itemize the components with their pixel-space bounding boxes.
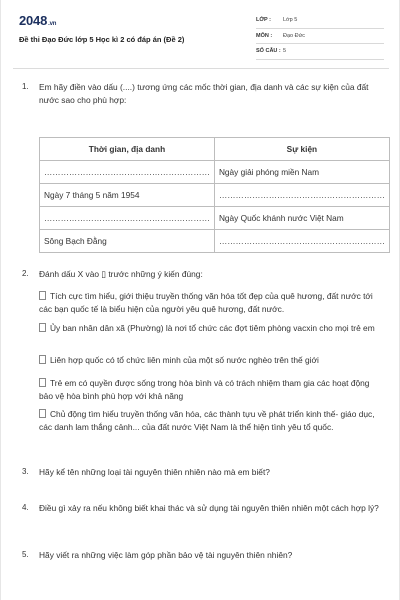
table-cell: Ngày Quốc khánh nước Việt Nam	[214, 207, 389, 230]
table-row	[40, 230, 390, 253]
meta-label: SỐ CÂU :	[256, 48, 281, 55]
checkbox-icon[interactable]	[39, 378, 46, 387]
question-number: 1.	[22, 82, 29, 91]
option-text: Tích cực tìm hiểu, giới thiệu truyền thống văn hóa tốt đẹp của quê hương, đất nước tới các bạn quốc tế là biểu hiện của người yêu quê hương, đất nước.	[39, 291, 373, 314]
checkbox-icon[interactable]	[39, 409, 46, 418]
table-header-row	[40, 138, 390, 161]
document-title: Đề thi Đạo Đức lớp 5 Học kì 2 có đáp án (Đề 2)	[19, 35, 185, 44]
option-text: Trẻ em có quyền được sống trong hòa bình và có trách nhiệm tham gia các hoạt động bảo vệ hòa bình phù hợp với khả năng	[39, 378, 370, 401]
logo-text: 2048	[19, 13, 48, 28]
answer-option-2	[39, 322, 377, 335]
question-text: Đánh dấu X vào ▯ trước những ý kiến đúng:	[39, 269, 203, 279]
table-cell-blank[interactable]: ……………………………………………………	[40, 207, 215, 230]
site-logo[interactable]	[19, 13, 56, 28]
question-number: 5.	[22, 550, 29, 559]
answer-option-5	[39, 408, 377, 433]
option-text: Chủ động tìm hiểu truyền thống văn hóa, các thành tựu về phát triển kinh thế- giáo dục, các danh lam thắng cảnh... của đất nước Việt Nam là thể hiện tình yêu tổ quốc.	[39, 409, 375, 432]
table-cell-blank[interactable]: ……………………………………………………	[214, 184, 389, 207]
table-cell: Ngày giải phóng miền Nam	[214, 161, 389, 184]
table-header-time-place: Thời gian, địa danh	[40, 138, 215, 161]
table-row	[40, 207, 390, 230]
question-number: 4.	[22, 503, 29, 512]
meta-value: 5	[283, 48, 287, 55]
meta-row-question-count	[256, 44, 384, 60]
meta-value: Đạo Đức	[283, 32, 306, 39]
table-cell: Sông Bạch Đằng	[40, 230, 215, 253]
table-cell-blank[interactable]: ……………………………………………………	[214, 230, 389, 253]
header	[1, 0, 400, 62]
meta-row-subject	[256, 29, 384, 45]
meta-row-class	[256, 13, 384, 29]
option-text: Liên hợp quốc có tổ chức liên minh của một số nước nghèo trên thế giới	[50, 355, 319, 365]
checkbox-icon[interactable]	[39, 355, 46, 364]
table-cell: Ngày 7 tháng 5 năm 1954	[40, 184, 215, 207]
meta-label: LỚP :	[256, 17, 271, 24]
meta-value: Lớp 5	[283, 17, 298, 24]
meta-label: MÔN :	[256, 32, 273, 39]
header-divider	[13, 68, 389, 69]
question-text: Em hãy điền vào dấu (....) tương ứng các mốc thời gian, địa danh và các sự kiện của đất nước sao cho phù hợp:	[39, 82, 369, 105]
question-text: Điều gì xảy ra nếu không biết khai thác và sử dụng tài nguyên thiên nhiên một cách hợp lý?	[39, 503, 379, 513]
table-cell-blank[interactable]: ……………………………………………………	[40, 161, 215, 184]
question-number: 2.	[22, 269, 29, 278]
checkbox-icon[interactable]	[39, 323, 46, 332]
logo-suffix: .vn	[48, 21, 57, 27]
meta-info	[256, 13, 384, 60]
question-text: Hãy kể tên những loại tài nguyên thiên nhiên nào mà em biết?	[39, 467, 270, 477]
question-text: Hãy viết ra những việc làm góp phần bảo vệ tài nguyên thiên nhiên?	[39, 550, 293, 560]
table-row	[40, 161, 390, 184]
table-row	[40, 184, 390, 207]
table-header-event: Sự kiện	[214, 138, 389, 161]
answer-option-1	[39, 290, 377, 315]
answer-option-3	[39, 354, 377, 367]
question-number: 3.	[22, 467, 29, 476]
answer-option-4	[39, 377, 377, 402]
option-text: Ủy ban nhân dân xã (Phường) là nơi tổ chức các đợt tiêm phòng vacxin cho mọi trẻ em	[50, 323, 375, 333]
checkbox-icon[interactable]	[39, 291, 46, 300]
events-table	[39, 137, 390, 253]
